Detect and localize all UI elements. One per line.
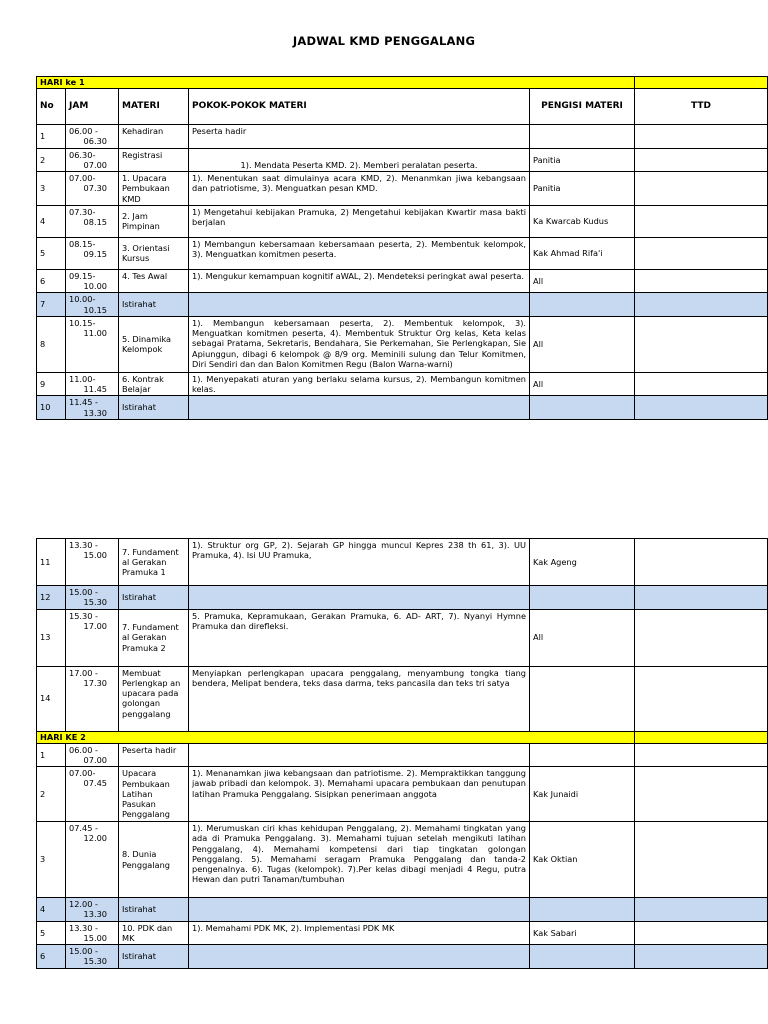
jam-start: 17.00 -	[69, 667, 98, 678]
table-row	[37, 372, 768, 396]
cell-pengisi: All	[530, 316, 635, 372]
cell-materi: 8. Dunia Penggalang	[119, 822, 189, 898]
cell-no: 13	[37, 609, 66, 666]
cell-ttd	[635, 539, 768, 586]
cell-ttd	[635, 945, 768, 969]
cell-jam	[66, 205, 119, 237]
cell-no: 10	[37, 396, 66, 420]
jam-start: 07.45 -	[69, 823, 98, 833]
jam-end: 06.30	[83, 136, 107, 147]
jam-end: 11.00	[83, 328, 107, 338]
jam-start: 12.00 -	[69, 899, 98, 909]
cell-no: 2	[37, 148, 66, 172]
cell-materi: Istirahat	[119, 586, 189, 610]
cell-pokok-materi: 1) Membangun kebersamaan kebersamaan peserta, 2). Membentuk kelompok, 3). Menguatkan komitmen peserta.	[189, 237, 530, 269]
cell-ttd	[635, 205, 768, 237]
break-row	[37, 293, 768, 317]
day-label: HARI ke 1	[37, 77, 635, 89]
cell-pengisi	[530, 293, 635, 317]
table-body-day1-continued	[37, 539, 768, 732]
cell-ttd	[635, 898, 768, 922]
cell-materi: 2. Jam Pimpinan	[119, 205, 189, 237]
cell-pokok-materi	[189, 396, 530, 420]
cell-no: 14	[37, 666, 66, 731]
cell-jam	[66, 293, 119, 317]
cell-no: 7	[37, 293, 66, 317]
jam-end: 07.45	[83, 778, 107, 789]
cell-pokok-materi: 1). Memahami PDK MK, 2). Implementasi PDK MK	[189, 921, 530, 945]
cell-materi: 5. Dinamika Kelompok	[119, 316, 189, 372]
table-row	[37, 172, 768, 206]
break-row	[37, 586, 768, 610]
cell-no: 5	[37, 921, 66, 945]
cell-jam	[66, 237, 119, 269]
cell-materi: Istirahat	[119, 396, 189, 420]
cell-no: 3	[37, 822, 66, 898]
cell-materi: 1. Upacara Pembukaan KMD	[119, 172, 189, 206]
cell-no: 5	[37, 237, 66, 269]
table-row	[37, 205, 768, 237]
jam-end: 07.00	[83, 754, 107, 765]
day-label: HARI KE 2	[37, 731, 635, 743]
table-body-day1	[37, 125, 768, 420]
cell-pengisi	[530, 898, 635, 922]
jam-start: 15.30 -	[69, 610, 98, 621]
cell-ttd	[635, 396, 768, 420]
schedule-table-day1	[36, 76, 768, 420]
cell-pengisi: Kak Ageng	[530, 539, 635, 586]
jam-start: 15.00 -	[69, 587, 98, 597]
break-row	[37, 898, 768, 922]
jam-end: 17.00	[83, 620, 107, 631]
jam-start: 15.00 -	[69, 946, 98, 956]
cell-no: 4	[37, 898, 66, 922]
cell-pokok-materi: Peserta hadir	[189, 125, 530, 149]
header-pengisi: PENGISI MATERI	[530, 89, 635, 125]
cell-jam	[66, 609, 119, 666]
cell-pokok-materi	[189, 586, 530, 610]
table-row	[37, 743, 768, 767]
jam-start: 11.45 -	[69, 397, 98, 408]
jam-end: 07.30	[83, 183, 107, 194]
cell-jam	[66, 945, 119, 969]
table-row	[37, 666, 768, 731]
jam-end: 12.00	[83, 833, 107, 844]
cell-pengisi	[530, 586, 635, 610]
cell-pokok-materi: 1) Mengetahui kebijakan Pramuka, 2) Mengetahui kebijakan Kwartir masa bakti berjalan	[189, 205, 530, 237]
cell-ttd	[635, 822, 768, 898]
cell-materi: Istirahat	[119, 945, 189, 969]
cell-jam	[66, 316, 119, 372]
jam-end: 10.00	[83, 281, 107, 291]
cell-materi: Istirahat	[119, 898, 189, 922]
jam-end: 13.30	[83, 407, 107, 418]
cell-no: 12	[37, 586, 66, 610]
table-row	[37, 767, 768, 822]
jam-start: 10.00-	[69, 294, 96, 305]
cell-pokok-materi: 1). Menanamkan jiwa kebangsaan dan patriotisme. 2). Mempraktikkan tanggung jawab pribadi dan kelompok. 3). Memahami upacara pembukaan dan penutupan latihan Pramuka Penggalang. Sisipkan penerimaan anggota	[189, 767, 530, 822]
jam-end: 09.15	[83, 249, 107, 259]
header-ttd: TTD	[635, 89, 768, 125]
cell-no: 3	[37, 172, 66, 206]
cell-pengisi: Panitia	[530, 148, 635, 172]
cell-no: 4	[37, 205, 66, 237]
header-no: No	[37, 89, 66, 125]
cell-pokok-materi: 1). Membangun kebersamaan peserta, 2). Membentuk kelompok, 3). Menguatkan komitmen peserta, 4). Membentuk Struktur Org kelas, Keta kelas sebagai Pratama, Sekretaris, Bendahara, Sie Perkemahan, Sie Perlengkapan, Sie Apiunggun, dibagi 6 kelompok @ 8/9 org. Meminili sulung dan Telur Komitmen, Diri Sendiri dan dan Balon Komitmen Regu (Balon Warna-warni)	[189, 316, 530, 372]
cell-pengisi: Panitia	[530, 172, 635, 206]
cell-jam	[66, 666, 119, 731]
page-title: JADWAL KMD PENGGALANG	[292, 34, 476, 48]
cell-no: 9	[37, 372, 66, 396]
cell-ttd	[635, 125, 768, 149]
cell-pengisi	[530, 743, 635, 767]
jam-start: 13.30 -	[69, 540, 98, 550]
jam-start: 13.30 -	[69, 922, 98, 933]
jam-end: 15.30	[83, 597, 107, 608]
jam-end: 15.00	[83, 932, 107, 943]
cell-jam	[66, 743, 119, 767]
jam-start: 10.15-	[69, 317, 96, 328]
table-row	[37, 148, 768, 172]
jam-end: 15.00	[83, 550, 107, 561]
jam-start: 07.30-	[69, 206, 96, 217]
table-row	[37, 921, 768, 945]
day-row	[37, 731, 768, 743]
cell-pengisi: Kak Junaidi	[530, 767, 635, 822]
cell-no: 8	[37, 316, 66, 372]
cell-pokok-materi	[189, 293, 530, 317]
cell-ttd	[635, 293, 768, 317]
cell-ttd	[635, 372, 768, 396]
jam-end: 10.15	[83, 304, 107, 315]
table-row	[37, 539, 768, 586]
jam-start: 07.00-	[69, 768, 96, 778]
cell-jam	[66, 898, 119, 922]
cell-materi: Upacara Pembukaan Latihan Pasukan Penggalang	[119, 767, 189, 822]
jam-start: 06.00 -	[69, 126, 98, 136]
cell-pokok-materi: 1). Struktur org GP, 2). Sejarah GP hingga muncul Kepres 238 th 61, 3). UU Pramuka, 4). Isi UU Pramuka,	[189, 539, 530, 586]
day-row-ttd	[635, 731, 768, 743]
cell-ttd	[635, 316, 768, 372]
cell-materi: Membuat Perlengkap an upacara pada golongan penggalang	[119, 666, 189, 731]
schedule-table-continued	[36, 538, 768, 969]
cell-no: 11	[37, 539, 66, 586]
cell-no: 1	[37, 743, 66, 767]
jam-start: 08.15-	[69, 238, 96, 249]
cell-pengisi: All	[530, 269, 635, 293]
cell-jam	[66, 921, 119, 945]
jam-end: 15.30	[83, 956, 107, 967]
cell-no: 2	[37, 767, 66, 822]
cell-jam	[66, 396, 119, 420]
cell-pokok-materi	[189, 898, 530, 922]
cell-no: 6	[37, 269, 66, 293]
cell-pengisi: All	[530, 372, 635, 396]
table-row	[37, 237, 768, 269]
cell-ttd	[635, 609, 768, 666]
cell-jam	[66, 822, 119, 898]
cell-materi: 6. Kontrak Belajar	[119, 372, 189, 396]
table-row	[37, 316, 768, 372]
table-body-day2	[37, 743, 768, 968]
cell-pengisi: Kak Oktian	[530, 822, 635, 898]
header-row	[37, 89, 768, 125]
jam-end: 11.45	[83, 384, 107, 394]
cell-materi: 7. Fundament al Gerakan Pramuka 2	[119, 609, 189, 666]
cell-jam	[66, 269, 119, 293]
jam-end: 08.15	[83, 217, 107, 227]
cell-pokok-materi: 1). Menentukan saat dimulainya acara KMD, 2). Menanmkan jiwa kebangsaan dan patriotisme, 3). Menguatkan pesan KMD.	[189, 172, 530, 206]
cell-jam	[66, 125, 119, 149]
cell-materi: 4. Tes Awal	[119, 269, 189, 293]
table-row	[37, 125, 768, 149]
cell-materi: 7. Fundament al Gerakan Pramuka 1	[119, 539, 189, 586]
jam-start: 09.15-	[69, 270, 96, 281]
cell-pokok-materi: 5. Pramuka, Kepramukaan, Gerakan Pramuka, 6. AD- ART, 7). Nyanyi Hymne Pramuka dan direfleksi.	[189, 609, 530, 666]
cell-jam	[66, 372, 119, 396]
cell-materi: Registrasi	[119, 148, 189, 172]
cell-materi: 3. Orientasi Kursus	[119, 237, 189, 269]
break-row	[37, 396, 768, 420]
day-row-ttd	[635, 77, 768, 89]
cell-pengisi	[530, 666, 635, 731]
cell-no: 6	[37, 945, 66, 969]
cell-jam	[66, 148, 119, 172]
jam-end: 17.30	[83, 677, 107, 688]
cell-ttd	[635, 666, 768, 731]
cell-ttd	[635, 743, 768, 767]
day-row	[37, 77, 768, 89]
jam-start: 11.00-	[69, 373, 96, 384]
jam-start: 06.30-	[69, 149, 96, 160]
cell-ttd	[635, 921, 768, 945]
break-row	[37, 945, 768, 969]
cell-pokok-materi	[189, 945, 530, 969]
jam-end: 13.30	[83, 909, 107, 920]
cell-no: 1	[37, 125, 66, 149]
cell-ttd	[635, 586, 768, 610]
cell-ttd	[635, 172, 768, 206]
cell-ttd	[635, 237, 768, 269]
cell-pokok-materi: 1). Merumuskan ciri khas kehidupan Penggalang, 2). Memahami tingkatan yang ada di Pramuka Penggalang. 3). Memahami tujuan setelah mengikuti latihan Penggalang, 4). Memahami kompetensi dari tiap tingkatan golongan Penggalang. 5). Memahami seragam Pramuka Penggalang dan tanda-2 pengenalnya. 6). Tugas (kelompok). 7).Per kelas dibagi menjadi 4 Regu, putra Hewan dan putri Tanaman/tumbuhan	[189, 822, 530, 898]
cell-ttd	[635, 269, 768, 293]
table-row	[37, 269, 768, 293]
cell-pokok-materi: 1). Menyepakati aturan yang berlaku selama kursus, 2). Membangun komitmen kelas.	[189, 372, 530, 396]
jam-end: 07.00	[83, 159, 107, 170]
cell-jam	[66, 767, 119, 822]
cell-ttd	[635, 767, 768, 822]
cell-jam	[66, 172, 119, 206]
cell-pengisi: Ka Kwarcab Kudus	[530, 205, 635, 237]
cell-materi: Kehadiran	[119, 125, 189, 149]
cell-pengisi	[530, 125, 635, 149]
jam-start: 07.00-	[69, 173, 96, 183]
cell-pokok-materi	[189, 743, 530, 767]
cell-pokok-materi: Menyiapkan perlengkapan upacara penggalang, menyambung tongka tiang bendera, Melipat bendera, teks dasa darma, teks pancasila dan teks tri satya	[189, 666, 530, 731]
header-materi: MATERI	[119, 89, 189, 125]
cell-pengisi: All	[530, 609, 635, 666]
cell-ttd	[635, 148, 768, 172]
cell-jam	[66, 539, 119, 586]
cell-jam	[66, 586, 119, 610]
cell-pokok-materi: 1). Mendata Peserta KMD. 2). Memberi peralatan peserta.	[189, 148, 530, 172]
cell-materi: Istirahat	[119, 293, 189, 317]
cell-materi: 10. PDK dan MK	[119, 921, 189, 945]
jam-start: 06.00 -	[69, 744, 98, 755]
cell-pengisi	[530, 945, 635, 969]
cell-pengisi: Kak Ahmad Rifa'i	[530, 237, 635, 269]
header-jam: JAM	[66, 89, 119, 125]
table-row	[37, 822, 768, 898]
header-pokok: POKOK-POKOK MATERI	[189, 89, 530, 125]
cell-materi: Peserta hadir	[119, 743, 189, 767]
cell-pengisi	[530, 396, 635, 420]
cell-pokok-materi: 1). Mengukur kemampuan kognitif aWAL, 2). Mendeteksi peringkat awal peserta.	[189, 269, 530, 293]
cell-pengisi: Kak Sabari	[530, 921, 635, 945]
table-row	[37, 609, 768, 666]
